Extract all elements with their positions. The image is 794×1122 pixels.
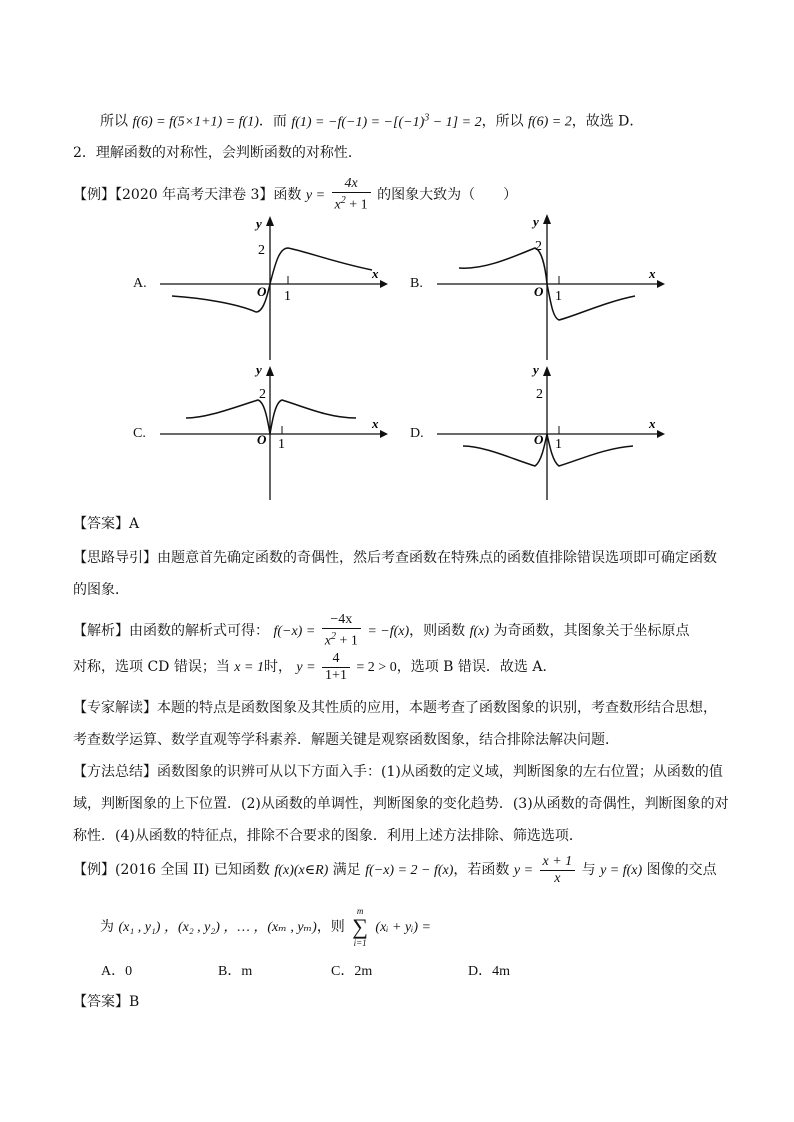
fraction-4-over-1p1	[322, 651, 350, 684]
guide-line-2: 的图象．	[73, 582, 129, 598]
y-axis-arrow	[266, 216, 274, 226]
text: 【例】【2020 年高考天津卷 3】函数	[73, 186, 302, 203]
text: y = f(x)	[600, 863, 643, 878]
expert-line-1: 【专家解读】本题的特点是函数图象及其性质的应用，本题考查了函数图象的识别，考查数形结合思想，	[73, 700, 717, 716]
text: ，若函数	[453, 862, 510, 878]
origin-label: O	[534, 432, 544, 447]
tick-y-label: 2	[258, 243, 265, 258]
y-axis-label: y	[533, 214, 539, 229]
denominator: x	[554, 870, 561, 886]
curve	[172, 248, 372, 312]
analysis-line-2	[73, 650, 556, 685]
text: (xᵢ + yᵢ) =	[375, 920, 431, 935]
denominator	[322, 629, 361, 650]
method-line-3: 称性．(4)从函数的特征点，排除不合要求的图象．利用上述方法排除、筛选选项．	[73, 828, 583, 844]
text: ，故选 D．	[571, 113, 644, 130]
text: 为奇函数，其图象关于坐标原点	[493, 622, 690, 639]
sum-lower: i=1	[353, 938, 367, 948]
line-1	[100, 108, 643, 133]
text: 满足	[332, 862, 361, 878]
answer-1: 【答案】A	[73, 516, 140, 532]
choice-b-label: B.	[410, 276, 423, 291]
text: f(−x) = 2 − f(x)	[365, 863, 454, 878]
tick-y-label: 2	[535, 239, 542, 254]
y-axis-arrow	[266, 366, 274, 376]
text: 为	[100, 919, 114, 935]
text: x	[324, 633, 331, 649]
x-axis-arrow	[380, 430, 388, 438]
text: x = 1	[234, 660, 264, 675]
sum-symbol: ∑	[352, 914, 368, 939]
choice-a-label: A.	[133, 276, 147, 291]
fraction-4x-over-x2p1	[332, 176, 371, 214]
numerator: −4x	[322, 612, 361, 629]
numerator: 4x	[332, 176, 371, 193]
x-axis-label: x	[372, 416, 379, 431]
tick-x-label: 1	[555, 437, 562, 452]
text: 【解析】由函数的解析式可得：	[73, 622, 269, 639]
example-1-stem	[73, 176, 517, 214]
text: + 1	[335, 633, 358, 649]
text: 图像的交点	[646, 862, 717, 878]
text: f(1) = −f(−1) = −[(−1)	[291, 114, 425, 130]
text: f(x)(x∈R)	[274, 863, 329, 878]
example-2-stem-1	[73, 853, 717, 888]
denominator: 1+1	[325, 667, 347, 683]
fraction-m4x-over-x2p1	[322, 612, 361, 650]
text: 与	[581, 862, 596, 878]
section-2-heading: 2．理解函数的对称性，会判断函数的对称性．	[73, 145, 362, 161]
expert-line-2: 考查数学运算、数学直观等学科素养．解题关键是观察函数图象，结合排除法解决问题．	[73, 732, 619, 748]
text: f(x)	[469, 623, 490, 639]
formula-f6b: f(6) = 2	[528, 114, 572, 130]
tick-x-label: 1	[555, 289, 562, 304]
x-axis-label: x	[649, 266, 656, 281]
text: x	[334, 197, 341, 213]
text: = 2 > 0	[356, 660, 397, 675]
text: 对称，选项 CD 错误；当	[73, 659, 230, 675]
tick-y-label: 2	[536, 387, 543, 402]
fraction-xp1-over-x	[540, 854, 576, 887]
choice-b: B．m	[218, 964, 253, 979]
text: 所以	[100, 113, 128, 130]
choice-a: A．0	[101, 964, 133, 979]
x-axis-arrow	[657, 280, 665, 288]
text: y =	[513, 863, 534, 878]
text: − 1] = 2	[429, 114, 482, 130]
answer-2: 【答案】B	[73, 994, 140, 1010]
sum-upper: m	[356, 906, 364, 916]
text: ，选项 B 错误．故选 A．	[396, 659, 557, 675]
origin-label: O	[534, 284, 544, 299]
example-2-stem-2	[100, 906, 431, 948]
text: y =	[296, 660, 316, 675]
text: + 1	[345, 197, 368, 213]
exponent: 2	[340, 195, 346, 206]
analysis-line-1	[73, 612, 689, 650]
text: = −f(x)	[367, 623, 410, 639]
formula-f6: f(6) = f(5×1+1) = f(1)	[132, 114, 259, 130]
curve	[186, 400, 356, 434]
text: 【例】(2016 全国 II) 已知函数	[73, 862, 270, 878]
numerator: x + 1	[540, 854, 576, 871]
y-axis-arrow	[543, 214, 551, 224]
text: ，所以	[481, 113, 524, 130]
denominator	[332, 193, 371, 214]
y-axis-arrow	[543, 366, 551, 376]
text: y =	[305, 187, 326, 203]
choice-c-label: C.	[133, 426, 146, 441]
formula-f1	[291, 112, 482, 130]
guide-line-1: 【思路导引】由题意首先确定函数的奇偶性，然后考查函数在特殊点的函数值排除错误选项即可确定函数	[73, 550, 717, 566]
text: ．而	[258, 113, 287, 130]
text: ，则	[316, 919, 345, 935]
y-axis-label: y	[256, 362, 262, 377]
text: 时，	[263, 659, 292, 675]
summation	[352, 906, 368, 948]
x-axis-label: x	[372, 266, 379, 281]
choice-d-label: D.	[410, 426, 424, 441]
method-line-2: 域，判断图象的上下位置．(2)从函数的单调性，判断图象的变化趋势．(3)从函数的奇偶性，判断图象的对	[73, 796, 729, 812]
x-axis-arrow	[380, 280, 388, 288]
choice-c: C．2m	[331, 964, 373, 979]
text: ，则函数	[409, 622, 466, 639]
tick-x-label: 1	[284, 289, 291, 304]
curve	[463, 434, 633, 466]
exponent: 3	[424, 112, 430, 123]
x-axis-label: x	[649, 416, 656, 431]
tick-y-label: 2	[259, 387, 266, 402]
origin-label: O	[257, 284, 267, 299]
exponent: 2	[330, 631, 336, 642]
graph-c	[158, 362, 390, 504]
graph-a	[158, 212, 390, 362]
points-list: (x₁ , y₁) ，(x₂ , y₂) ，… ，(xₘ , yₘ)	[118, 920, 317, 935]
text: 的图象大致为（ ）	[377, 186, 518, 203]
x-axis-arrow	[657, 430, 665, 438]
y-axis-label: y	[256, 216, 262, 231]
numerator: 4	[322, 651, 350, 668]
graph-b	[435, 212, 667, 362]
graph-d	[435, 362, 667, 504]
choice-d: D．4m	[468, 964, 510, 979]
tick-x-label: 1	[278, 437, 285, 452]
origin-label: O	[257, 432, 267, 447]
method-line-1: 【方法总结】函数图象的识辨可从以下方面入手：(1)从函数的定义域，判断图象的左右位置；从函数的值	[73, 764, 723, 780]
text: f(−x) =	[273, 623, 316, 639]
y-axis-label: y	[533, 362, 539, 377]
